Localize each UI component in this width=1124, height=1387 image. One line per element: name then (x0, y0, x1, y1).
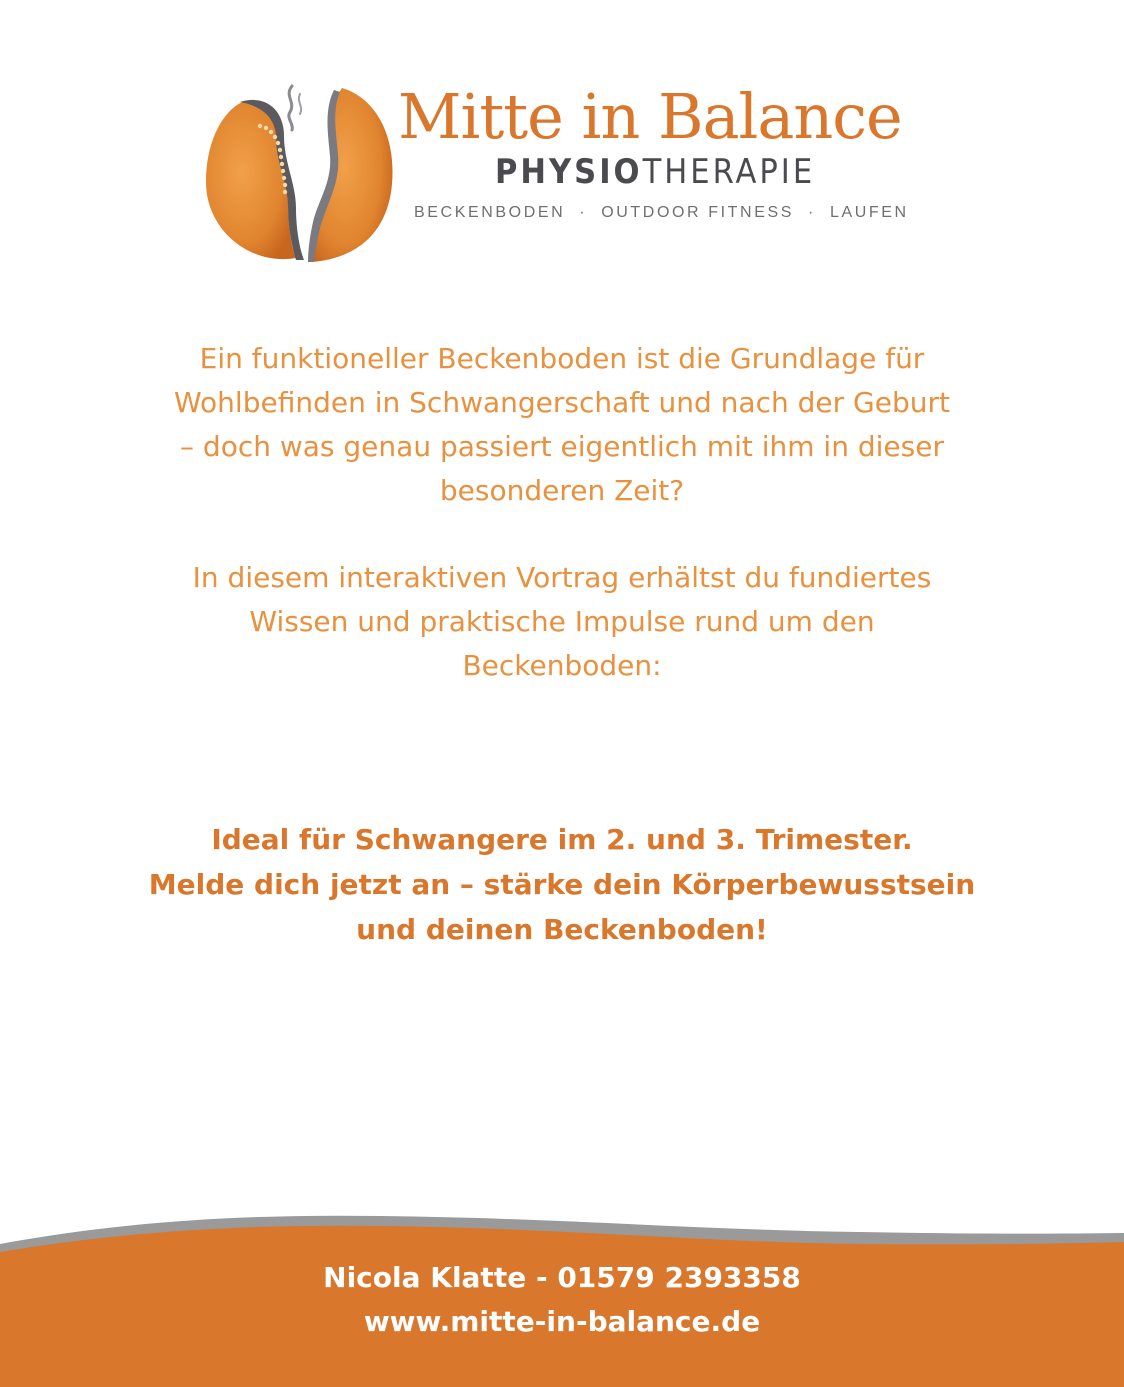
logo-tagline (414, 202, 909, 224)
logo-subtitle-regular: THERAPIE (642, 152, 816, 192)
logo-subtitle (495, 152, 815, 192)
tagline-item: BECKENBODEN (414, 204, 566, 221)
logo-subtitle-bold: PHYSIO (495, 152, 643, 192)
intro-line: Wohlbefinden in Schwangerschaft und nach der Geburt (174, 386, 950, 419)
lecture-line: Wissen und praktische Impulse rund um den (249, 605, 875, 638)
intro-paragraph (100, 337, 1024, 513)
tagline-item: LAUFEN (829, 204, 909, 221)
intro-line: besonderen Zeit? (439, 474, 685, 507)
lecture-line: Beckenboden: (462, 649, 662, 682)
lecture-paragraph (100, 556, 1024, 688)
footer-contact: Nicola Klatte - 01579 2393358 (323, 1261, 801, 1294)
footer-website-link[interactable]: www.mitte-in-balance.de (363, 1305, 761, 1338)
intro-line: Ein funktioneller Beckenboden ist die Grundlage für (199, 342, 925, 375)
cta-line: und deinen Beckenboden! (356, 913, 768, 946)
tagline-separator: · (808, 204, 816, 221)
tagline-item: OUTDOOR FITNESS (601, 204, 795, 221)
tagline-separator: · (579, 204, 588, 221)
spine-silhouette-icon (200, 80, 400, 270)
call-to-action (100, 817, 1024, 952)
lecture-line: In diesem interaktiven Vortrag erhältst du fundiertes (192, 561, 932, 594)
logo (200, 80, 909, 270)
cta-line: Melde dich jetzt an – stärke dein Körperbewusstsein (148, 868, 976, 901)
logo-title: Mitte in Balance (398, 80, 902, 153)
cta-line: Ideal für Schwangere im 2. und 3. Trimester. (211, 823, 913, 856)
intro-line: – doch was genau passiert eigentlich mit ihm in dieser (180, 430, 944, 463)
